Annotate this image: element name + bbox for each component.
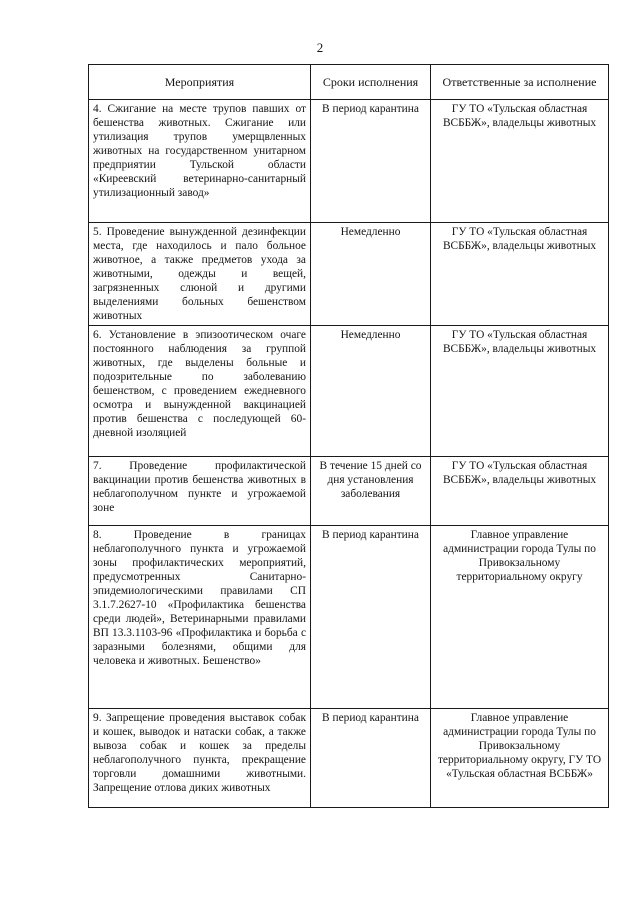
term-cell: Немедленно bbox=[311, 223, 431, 326]
measures-table bbox=[88, 64, 609, 808]
table-row bbox=[89, 457, 609, 526]
responsible-cell: Главное управление администрации города Тулы по Привокзальному территориальному округу, ГУ ТО «Тульская областная ВСББЖ» bbox=[431, 709, 609, 808]
responsible-cell: ГУ ТО «Тульская областная ВСББЖ», владельцы животных bbox=[431, 457, 609, 526]
table-row bbox=[89, 326, 609, 457]
responsible-cell: ГУ ТО «Тульская областная ВСББЖ», владельцы животных bbox=[431, 223, 609, 326]
table-row bbox=[89, 100, 609, 223]
term-cell: В период карантина bbox=[311, 526, 431, 709]
term-cell: В период карантина bbox=[311, 100, 431, 223]
responsible-cell: Главное управление администрации города Тулы по Привокзальному территориальному округу bbox=[431, 526, 609, 709]
responsible-cell: ГУ ТО «Тульская областная ВСББЖ», владельцы животных bbox=[431, 326, 609, 457]
measure-cell: 6. Установление в эпизоотическом очаге постоянного наблюдения за группой животных, где выделены больные и подозрительные по заболеванию бешенством, с проведением ежедневного осмотра и вынужденной вакцинацией против бешенства с последующей 60-дневной изоляцией bbox=[89, 326, 311, 457]
measure-cell: 9. Запрещение проведения выставок собак и кошек, выводок и натаски собак, а также вывоза собак и кошек за пределы неблагополучного пункта, прекращение торговли домашними животными. Запрещение отлова диких животных bbox=[89, 709, 311, 808]
measure-cell: 5. Проведение вынужденной дезинфекции места, где находилось и пало больное животное, а также предметов ухода за животными, одежды и вещей, загрязненных слюной и другими выделениями больных бешенством животных bbox=[89, 223, 311, 326]
header-measures: Мероприятия bbox=[89, 65, 311, 100]
term-cell: В период карантина bbox=[311, 709, 431, 808]
measure-cell: 7. Проведение профилактической вакцинации против бешенства животных в неблагополучном пункте и угрожаемой зоне bbox=[89, 457, 311, 526]
table-row bbox=[89, 526, 609, 709]
page-number: 2 bbox=[316, 40, 324, 55]
term-cell: Немедленно bbox=[311, 326, 431, 457]
responsible-cell: ГУ ТО «Тульская областная ВСББЖ», владельцы животных bbox=[431, 100, 609, 223]
header-responsible: Ответственные за исполнение bbox=[431, 65, 609, 100]
table-header-row bbox=[89, 65, 609, 100]
measure-cell: 8. Проведение в границах неблагополучного пункта и угрожаемой зоны профилактических мероприятий, предусмотренных Санитарно-эпидемиологическими правилами СП 3.1.7.2627-10 «Профилактика бешенства среди людей», Ветеринарными правилами ВП 13.3.1103-96 «Профилактика и борьба с заразными болезнями, общими для человека и животных. Бешенство» bbox=[89, 526, 311, 709]
measure-cell: 4. Сжигание на месте трупов павших от бешенства животных. Сжигание или утилизация трупов умерщвленных животных на государственном унитарном предприятии Тульской области «Киреевский ветеринарно-санитарный утилизационный завод» bbox=[89, 100, 311, 223]
header-terms: Сроки исполнения bbox=[311, 65, 431, 100]
term-cell: В течение 15 дней со дня установления заболевания bbox=[311, 457, 431, 526]
table-row bbox=[89, 223, 609, 326]
table-row bbox=[89, 709, 609, 808]
